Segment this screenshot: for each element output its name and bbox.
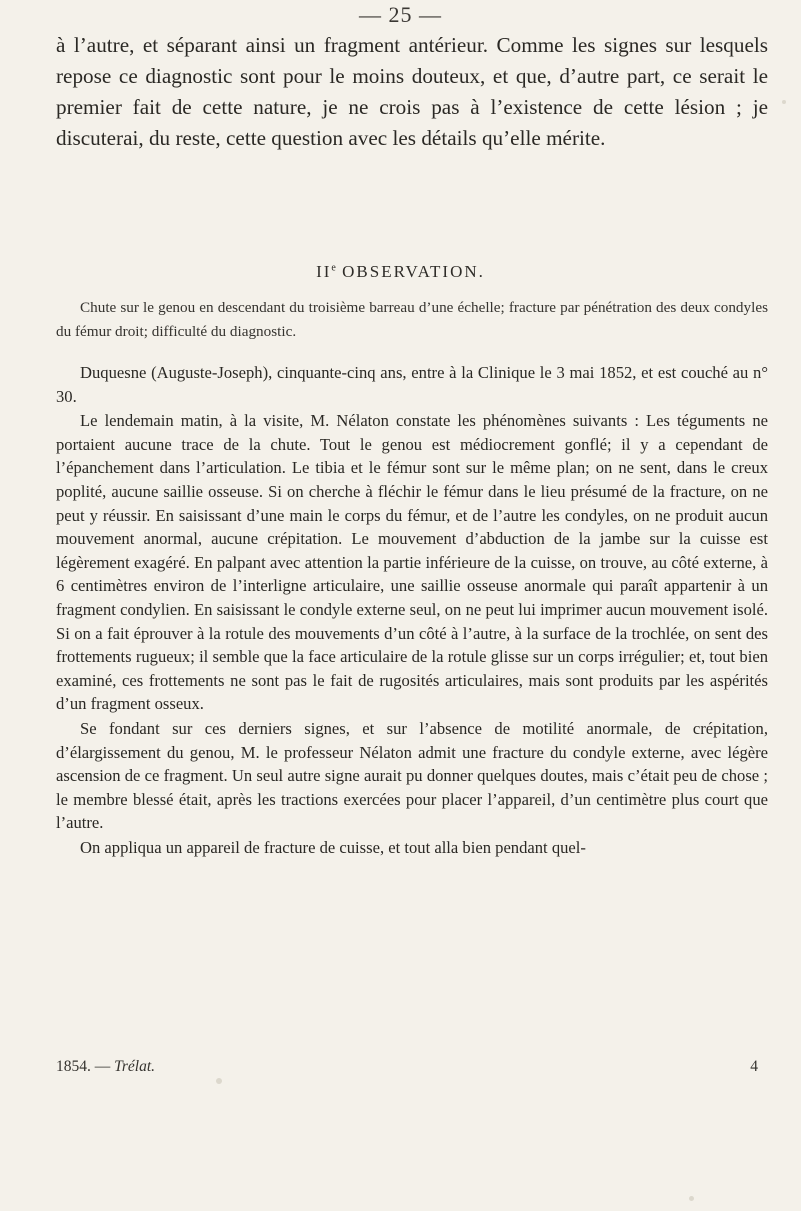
footer-signature: [56, 1058, 155, 1076]
paper-spot: [216, 1078, 222, 1084]
footer-sheet-mark: 4: [750, 1058, 758, 1075]
observation-summary: Chute sur le genou en descendant du troisième barreau d’une échelle; fracture par pénétration des deux condyles du fémur droit; difficulté du diagnostic.: [56, 299, 768, 340]
paper-spot: [782, 100, 786, 104]
paragraph-treatment: On appliqua un appareil de fracture de cuisse, et tout alla bien pendant quel-: [80, 837, 586, 857]
paragraph-diagnosis: Se fondant sur ces derniers signes, et sur l’absence de motilité anormale, de crépitation, d’élargissement du genou, M. le professeur Nélaton admit une fracture du condyle externe, avec légère ascension de ce fragment. Un seul autre signe aurait pu donner quelques doutes, mais c’était peu de chose ; le membre blessé était, après les tractions exercées pour placer l’appareil, d’un centimètre plus court que l’autre.: [56, 718, 768, 833]
footer-year: 1854. —: [56, 1058, 111, 1075]
paragraph-examination: Le lendemain matin, à la visite, M. Nélaton constate les phénomènes suivants : Les téguments ne portaient aucune trace de la chute. Tout le genou est médiocrement gonflé; il y a cependant de l’épanchement dans l’articulation. Le tibia et le fémur sont sur le même plan; on ne sent, dans le creux poplité, aucune saillie osseuse. Si on cherche à fléchir le fémur dans le lieu présumé de la fracture, on ne peut y réussir. En saisissant d’une main le corps du fémur, et de l’autre les condyles, on ne produit aucun mouvement anormal, aucune crépitation. Le mouvement d’abduction de la jambe sur la cuisse est légèrement exagéré. En palpant avec attention la partie inférieure de la cuisse, on trouve, au côté externe, à 6 centimètres environ de l’interligne articulaire, une saillie osseuse anormale qui paraît appartenir à un fragment condylien. En saisissant le condyle externe seul, on ne peut lui imprimer aucun mouvement isolé. Si on a fait éprouver à la rotule des mouvements d’un côté à l’autre, à la surface de la trochlée, on sent des frottements rugueux; il semble que la face articulaire de la rotule glisse sur un corps irrégulier; et, tout bien examiné, ces frottements ne sont pas le fait de rugosités articulaires, mais sont produits par les aspérités d’un fragment osseux.: [56, 411, 768, 714]
observation-number: II: [316, 262, 332, 281]
observation-body: [56, 361, 768, 860]
observation-number-suffix: e: [331, 262, 336, 274]
intro-paragraph: à l’autre, et séparant ainsi un fragment antérieur. Comme les signes sur lesquels repose ce diagnostic sont pour le moins douteux, et que, d’autre part, ce serait le premier fait de cette nature, je ne crois pas à l’existence de cette lésion ; je discuterai, du reste, cette question avec les détails qu’elle mérite.: [56, 33, 768, 150]
paper-spot: [689, 1196, 694, 1201]
footer-author: Trélat.: [114, 1058, 156, 1075]
page-number: — 25 —: [359, 2, 442, 27]
observation-title: OBSERVATION.: [342, 262, 485, 281]
paragraph-patient: Duquesne (Auguste-Joseph), cinquante-cinq ans, entre à la Clinique le 3 mai 1852, et est couché au n° 30.: [56, 363, 768, 406]
observation-heading: [0, 262, 801, 282]
